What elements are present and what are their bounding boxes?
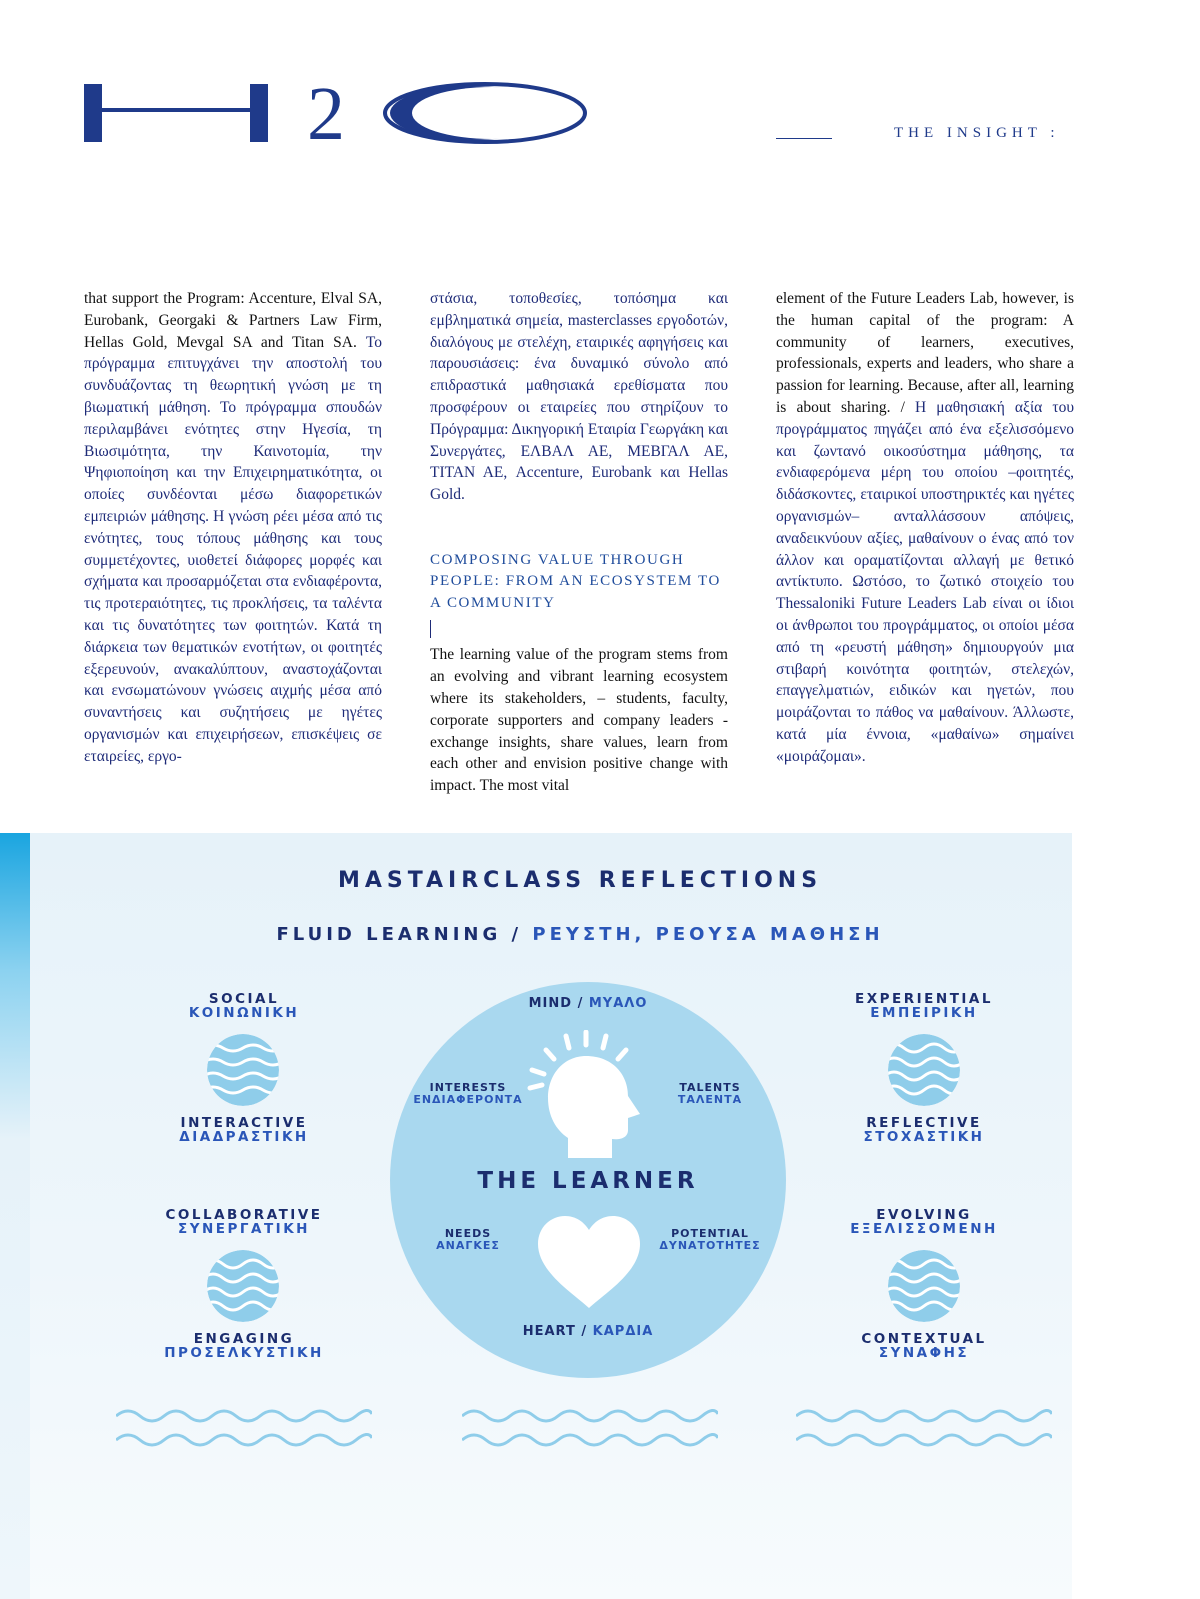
wave-lines-decoration [462,1404,718,1454]
needs-label: NEEDS ΑΝΑΓΚΕΣ [436,1227,500,1252]
contextual-label: CONTEXTUAL ΣΥΝΑΦΗΣ [861,1331,987,1361]
column-2-english-text: The learning value of the program stems from an evolving and vibrant learning ecosystem where its stakeholders, – students, faculty, corporate supporters and company leaders - exchange insights, share values, learn from each other and envision positive change with impact. The most vital [430,646,728,795]
talents-label: TALENTS ΤΑΛΕΝΤΑ [677,1081,743,1106]
experiential-label: EXPERIENTIAL ΕΜΠΕΙΡΙΚΗ [855,991,993,1021]
article-column-2 [430,288,728,797]
column-3-english-text: element of the Future Leaders Lab, however, is the human capital of the program: A community of learners, executives, professionals, experts and leaders, who share a passion for learning. Because, after all, learning is about sharing. / [776,290,1074,416]
heart-label: HEART / ΚΑΡΔΙΑ [522,1324,654,1339]
infographic-subtitle [0,924,1160,945]
section-label: THE INSIGHT : [894,125,1060,141]
h2o-logo [80,78,592,148]
evolving-label: EVOLVING ΕΞΕΛΙΣΣΟΜΕΝΗ [850,1207,998,1237]
side-color-stripe [0,833,30,1599]
wave-circle-icon [207,1034,279,1106]
wave-circle-icon [888,1034,960,1106]
subtitle-greek: ΡΕΥΣΤΗ, ΡΕΟΥΣΑ ΜΑΘΗΣΗ [532,924,884,945]
column-1-english-text: that support the Program: Accenture, Elval SA, Eurobank, Georgaki & Partners Law Firm, Hellas Gold, Mevgal SA and Titan SA. [84,290,382,351]
head-lightbulb-icon [524,1030,648,1160]
article-column-1 [84,288,382,768]
social-label: SOCIAL ΚΟΙΝΩΝΙΚΗ [188,991,300,1021]
subtitle-english: FLUID LEARNING [276,924,502,945]
svg-text:2: 2 [307,78,345,148]
article-column-3 [776,288,1074,768]
infographic-title: MASTAIRCLASS REFLECTIONS [337,868,823,893]
subtitle-separator: / [501,924,533,945]
interactive-label: INTERACTIVE ΔΙΑΔΡΑΣΤΙΚΗ [179,1115,309,1145]
engaging-label: ENGAGING ΠΡΟΣΕΛΚΥΣΤΙΚΗ [164,1331,324,1361]
learner-title: THE LEARNER [477,1168,699,1194]
column-2-greek-text: στάσια, τοποθεσίες, τοπόσημα και εμβληματικά σημεία, masterclasses εργοδοτών, διαλόγους με στελέχη, εταιρικές αφηγήσεις και παρουσιάσεις: ένα δυναμικό σύνολο από επιδραστικά μαθησιακά ερεθίσματα που προσφέρουν οι εταιρείες που στηρίζουν το Πρόγραμμα: Δικηγορική Εταιρία Γεωργάκη και Συνεργάτες, ΕΛΒΑΛ ΑΕ, ΜΕΒΓΑΛ ΑΕ, ΤΙΤΑΝ ΑΕ, Accenture, Eurobank και Hellas Gold. [430,290,728,504]
wave-lines-decoration [796,1404,1052,1454]
collaborative-label: COLLABORATIVE ΣΥΝΕΡΓΑΤΙΚΗ [165,1207,323,1237]
subheading-divider [430,620,431,638]
column-1-greek-text: Το πρόγραμμα επιτυγχάνει την αποστολή του συνδυάζοντας τη θεωρητική γνώση με τη βιωματική μάθηση. Το πρόγραμμα σπουδών περιλαμβάνει ενότητες στην Ηγεσία, τη Βιωσιμότητα, την Καινοτομία, την Ψηφιοποίηση και την Επιχειρηματικότητα, οι οποίες συνδέονται μέσω διαφορετικών εμπειριών μάθησης. Η γνώση ρέει μέσα από τις ενότητες, τους τόπους μάθησης και τους συμμετέχοντες, υιοθετεί διάφορες μορφές και σχήματα και προσαρμόζεται στα ενδιαφέροντα, τις προτεραιότητες, τις προκλήσεις, τα ταλέντα και τις δυνατότητες των φοιτητών. Κατά τη διάρκεια των θεματικών ενοτήτων, οι φοιτητές εξερευνούν, ανακαλύπτουν, αναστοχάζονται και ενσωματώνουν γνώσεις αιχμής μέσα από συναντήσεις και συζητήσεις με ηγέτες οργανισμών και επιχειρήσεων, επισκέψεις σε εταιρείες, εργο- [84,333,382,765]
wave-circle-icon [888,1250,960,1322]
interests-label: INTERESTS ΕΝΔΙΑΦΕΡΟΝΤΑ [413,1081,523,1106]
wave-circle-icon [207,1250,279,1322]
mind-label: MIND / ΜΥΑΛΟ [528,996,648,1011]
reflective-label: REFLECTIVE ΣΤΟΧΑΣΤΙΚΗ [863,1115,985,1145]
header-rule [776,138,832,139]
potential-label: POTENTIAL ΔΥΝΑΤΟΤΗΤΕΣ [659,1227,761,1252]
wave-lines-decoration [116,1404,372,1454]
column-3-greek-text: Η μαθησιακή αξία του προγράμματος πηγάζει από ένα εξελισσόμενο και ζωντανό οικοσύστημα μάθησης, τα ενδιαφερόμενα μέρη του οποίου –φοιτητές, διδάσκοντες, εταιρικοί υποστηρικτές και ηγέτες οργανισμών– ανταλλάσσουν απόψεις, αναδεικνύουν αξίες, μαθαίνουν ο ένας από τον άλλον και οραματίζονται αλλαγή με θετικό αντίκτυπο. Ωστόσο, το ζωτικό στοιχείο του Thessaloniki Future Leaders Lab είναι οι ίδιοι οι άνθρωποι του προγράμματος, οι οποίοι μέσα από τη «ρευστή μάθηση» δημιουργούν μια στιβαρή κοινότητα φοιτητών, στελεχών, επαγγελματιών, ειδικών και ηγετών, που μοιράζονται το πάθος να μαθαίνουν. Άλλωστε, κατά μία έννοια, «μαθαίνω» σημαίνει «μοιράζομαι». [776,398,1074,765]
section-subheading: COMPOSING VALUE THROUGH PEOPLE: FROM AN ECOSYSTEM TO A COMMUNITY [430,551,721,611]
heart-icon [536,1214,642,1310]
